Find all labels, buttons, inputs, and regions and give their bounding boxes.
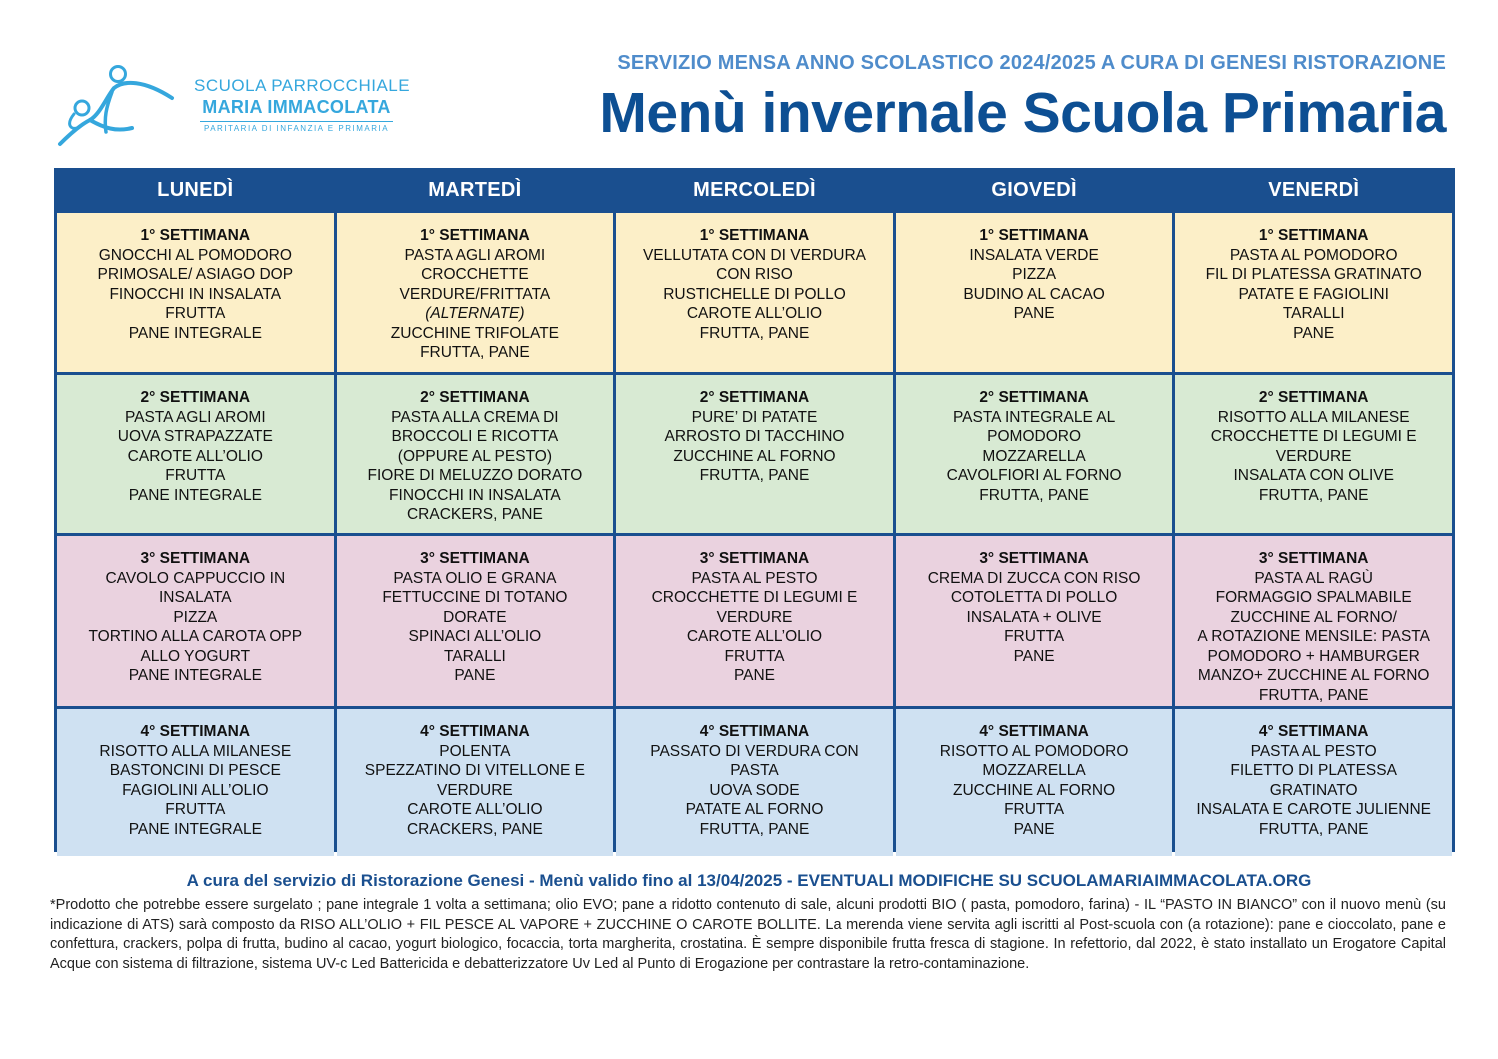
menu-item: FRUTTA, PANE <box>1258 686 1369 704</box>
week-label: 4° SETTIMANA <box>420 723 530 740</box>
week-label: 1° SETTIMANA <box>979 227 1089 244</box>
week-label: 2° SETTIMANA <box>420 389 530 406</box>
menu-item: PANE <box>1013 820 1055 838</box>
menu-item: UOVA STRAPAZZATE <box>117 428 273 445</box>
menu-item: PANE INTEGRALE <box>128 324 262 342</box>
menu-item: PURE’ DI PATATE <box>691 408 818 426</box>
menu-item: PASTA AL PESTO <box>691 569 818 587</box>
menu-item: INSALATA + OLIVE <box>966 608 1102 626</box>
menu-item: VERDURE <box>1275 447 1352 465</box>
menu-cell <box>896 375 1173 533</box>
menu-cell <box>1175 536 1452 706</box>
menu-item: FORMAGGIO SPALMABILE <box>1215 589 1412 606</box>
menu-item: GNOCCHI AL POMODORO <box>98 246 292 264</box>
menu-item: PANE <box>1293 324 1335 342</box>
menu-item: RISOTTO ALLA MILANESE <box>99 742 292 760</box>
menu-item: PANE <box>733 667 776 684</box>
day-header: MERCOLEDÌ <box>616 171 893 210</box>
menu-cell <box>1175 709 1452 856</box>
menu-item: ARROSTO DI TACCHINO <box>664 428 845 445</box>
menu-item: TARALLI <box>444 647 506 665</box>
menu-item: PASTA AL POMODORO <box>1229 246 1398 264</box>
menu-item: A ROTAZIONE MENSILE: PASTA <box>1197 628 1430 645</box>
week-label: 1° SETTIMANA <box>699 227 810 244</box>
menu-item: PANE INTEGRALE <box>128 486 262 504</box>
menu-item: MOZZARELLA <box>982 762 1086 779</box>
menu-cell <box>896 536 1173 706</box>
menu-cell <box>896 213 1173 372</box>
menu-item: PIZZA <box>1012 266 1057 283</box>
menu-item: (OPPURE AL PESTO) <box>397 447 552 465</box>
week-label: 3° SETTIMANA <box>979 550 1089 567</box>
menu-item: BASTONCINI DI PESCE <box>109 762 281 779</box>
menu-item: ZUCCHINE AL FORNO <box>952 781 1116 799</box>
menu-item: CON RISO <box>716 266 793 283</box>
week-label: 4° SETTIMANA <box>699 723 810 740</box>
week-label: 4° SETTIMANA <box>140 723 251 740</box>
menu-cell <box>1175 375 1452 533</box>
menu-item: INSALATA CON OLIVE <box>1233 467 1394 484</box>
menu-item: MOZZARELLA <box>982 447 1086 465</box>
menu-item: FRUTTA <box>1004 801 1065 818</box>
page-subtitle: SERVIZIO MENSA ANNO SCOLASTICO 2024/2025 A CURA DI GENESI RISTORAZIONE <box>617 52 1446 74</box>
menu-item: CAVOLFIORI AL FORNO <box>946 467 1122 484</box>
menu-item: INSALATA VERDE <box>969 246 1099 264</box>
menu-item: FINOCCHI IN INSALATA <box>389 486 561 504</box>
menu-item: ZUCCHINE AL FORNO <box>673 447 836 465</box>
menu-item: RISOTTO AL POMODORO <box>939 742 1129 760</box>
menu-item: FAGIOLINI ALL’OLIO <box>122 781 269 799</box>
menu-item: MANZO+ ZUCCHINE AL FORNO <box>1197 667 1430 684</box>
week-label: 3° SETTIMANA <box>140 550 251 567</box>
menu-cell <box>337 375 614 533</box>
menu-item: FRUTTA <box>165 467 226 484</box>
menu-item: CROCCHETTE DI LEGUMI E <box>651 589 858 606</box>
day-header: LUNEDÌ <box>57 171 334 210</box>
menu-cell <box>616 536 893 706</box>
menu-item: PASTA AGLI AROMI <box>124 408 266 426</box>
menu-item: FRUTTA <box>1004 628 1065 645</box>
week-label: 1° SETTIMANA <box>140 227 251 244</box>
menu-item: VELLUTATA CON DI VERDURA <box>642 246 867 264</box>
day-header: MARTEDÌ <box>337 171 614 210</box>
menu-item: PRIMOSALE/ ASIAGO DOP <box>97 266 294 283</box>
menu-item: PIZZA <box>173 608 218 626</box>
week-label: 3° SETTIMANA <box>1258 550 1369 567</box>
menu-item: SPINACI ALL’OLIO <box>408 628 542 645</box>
menu-item: ZUCCHINE AL FORNO/ <box>1230 608 1397 626</box>
week-label: 2° SETTIMANA <box>140 389 251 406</box>
menu-cell <box>616 213 893 372</box>
school-logo <box>54 58 411 153</box>
menu-item: FIL DI PLATESSA GRATINATO <box>1205 266 1422 283</box>
menu-item: PASTA INTEGRALE AL <box>952 408 1116 426</box>
menu-item: ALLO YOGURT <box>140 647 251 665</box>
footer-validity: A cura del servizio di Ristorazione Genesi - Menù valido fino al 13/04/2025 - EVENTUALI MODIFICHE SU SCUOLAMARIAIMMACOLATA.ORG <box>186 871 1312 890</box>
week-label: 4° SETTIMANA <box>1258 723 1369 740</box>
logo-text <box>194 76 411 133</box>
page-title: Menù invernale Scuola Primaria <box>599 81 1446 145</box>
menu-item: PASTA AGLI AROMI <box>404 246 546 264</box>
menu-item: PANE <box>1013 305 1055 322</box>
menu-item: INSALATA E CAROTE JULIENNE <box>1196 801 1431 818</box>
menu-item: VERDURE <box>716 608 793 626</box>
menu-item: PATATE AL FORNO <box>685 801 824 818</box>
menu-item: SPEZZATINO DI VITELLONE E <box>364 762 585 779</box>
menu-item: PASTA <box>730 762 779 779</box>
menu-item: FRUTTA, PANE <box>699 820 810 838</box>
menu-item: CAVOLO CAPPUCCIO IN <box>105 569 286 587</box>
menu-item: PASTA AL RAGÙ <box>1254 569 1373 587</box>
menu-item: FRUTTA <box>724 647 785 665</box>
menu-item: POMODORO <box>987 428 1082 445</box>
menu-item: GRATINATO <box>1269 781 1358 799</box>
menu-item: FRUTTA <box>165 305 226 322</box>
menu-item: FILETTO DI PLATESSA <box>1230 762 1397 779</box>
menu-cell <box>57 375 334 533</box>
menu-item: FIORE DI MELUZZO DORATO <box>367 467 583 484</box>
menu-item: FINOCCHI IN INSALATA <box>109 285 282 303</box>
menu-item: PANE INTEGRALE <box>128 667 262 684</box>
menu-item: VERDURE <box>436 781 513 799</box>
menu-cell <box>616 375 893 533</box>
menu-item: POLENTA <box>439 742 511 760</box>
menu-item: FRUTTA, PANE <box>979 486 1089 504</box>
menu-cell <box>57 536 334 706</box>
menu-item: FETTUCCINE DI TOTANO <box>382 589 568 606</box>
week-label: 4° SETTIMANA <box>979 723 1089 740</box>
menu-item: TARALLI <box>1282 305 1345 322</box>
menu-cell <box>337 709 614 856</box>
menu-item: COTOLETTA DI POLLO <box>950 589 1118 606</box>
menu-item: PASSATO DI VERDURA CON <box>650 742 859 760</box>
menu-item: DORATE <box>443 608 507 626</box>
week-label: 1° SETTIMANA <box>1258 227 1369 244</box>
menu-item: FRUTTA, PANE <box>1258 486 1369 504</box>
menu-item: CREMA DI ZUCCA CON RISO <box>927 569 1141 587</box>
week-label: 2° SETTIMANA <box>699 389 810 406</box>
menu-item: CROCCHETTE DI LEGUMI E <box>1210 428 1417 445</box>
menu-item: CAROTE ALL’OLIO <box>407 801 543 818</box>
menu-item: CRACKERS, PANE <box>406 506 543 523</box>
menu-item: FRUTTA, PANE <box>699 324 810 342</box>
menu-item: CAROTE ALL’OLIO <box>686 305 823 322</box>
menu-item: PANE <box>454 667 496 684</box>
menu-cell <box>1175 213 1452 372</box>
footer-note: *Prodotto che potrebbe essere surgelato ; pane integrale 1 volta a settimana; olio EVO; pane a ridotto contenuto di sale, alcuni prodotti BIO ( pasta, pomodoro, farina) - IL “PASTO IN BIANCO” con il nuovo menù (su indicazione di ATS) sarà composto da RISO ALL’OLIO + FIL PESCE AL VAPORE + ZUCCHINE O CAROTE BOLLITE. La merenda viene servita agli iscritti al Post-scuola con (a rotazione): pane e cioccolato, pane e confettura, crackers, polpa di frutta, budino al cacao, yogurt biologico, focaccia, torta margherita, crostatina. È sempre disponibile frutta fresca di stagione. In refettorio, dal 2022, è stato installato un Erogatore Capital Acque con sistema di filtrazione, sistema UV-c Led Battericida e debatterizzatore Uv Led al Punto di Erogazione per contrastare la retro-contaminazione. <box>50 897 1446 972</box>
menu-item: CRACKERS, PANE <box>406 820 543 838</box>
menu-item: UOVA SODE <box>709 781 800 799</box>
menu-table <box>54 168 1455 852</box>
menu-item: VERDURE/FRITTATA <box>399 285 551 303</box>
menu-item: ZUCCHINE TRIFOLATE <box>390 324 559 342</box>
day-header: GIOVEDÌ <box>896 171 1173 210</box>
menu-item: POMODORO + HAMBURGER <box>1207 647 1420 665</box>
menu-item: CAROTE ALL’OLIO <box>127 447 263 465</box>
logo-divider <box>200 121 393 122</box>
children-running-icon <box>54 58 184 153</box>
menu-cell <box>896 709 1173 856</box>
menu-item: BUDINO AL CACAO <box>963 285 1105 303</box>
menu-item: FRUTTA, PANE <box>420 344 530 361</box>
menu-cell <box>57 213 334 372</box>
week-label: 3° SETTIMANA <box>699 550 810 567</box>
menu-item: BROCCOLI E RICOTTA <box>391 428 559 445</box>
menu-cell <box>337 536 614 706</box>
menu-item: FRUTTA, PANE <box>699 467 810 484</box>
menu-item: (ALTERNATE) <box>425 305 525 322</box>
menu-item: PASTA OLIO E GRANA <box>393 569 557 587</box>
logo-school-type: SCUOLA PARROCCHIALE <box>194 76 411 95</box>
menu-item: FRUTTA <box>165 801 226 818</box>
menu-item: PATATE E FAGIOLINI <box>1238 285 1389 303</box>
week-label: 2° SETTIMANA <box>979 389 1089 406</box>
menu-cell <box>337 213 614 372</box>
menu-item: FRUTTA, PANE <box>1258 820 1369 838</box>
week-label: 3° SETTIMANA <box>420 550 530 567</box>
menu-item: INSALATA <box>158 589 232 606</box>
menu-item: PASTA ALLA CREMA DI <box>391 408 559 426</box>
logo-school-name: MARIA IMMACOLATA <box>202 97 391 117</box>
menu-item: PANE <box>1013 647 1055 665</box>
day-header: VENERDÌ <box>1175 171 1452 210</box>
menu-item: RISOTTO ALLA MILANESE <box>1217 408 1410 426</box>
week-label: 1° SETTIMANA <box>420 227 530 244</box>
menu-item: RUSTICHELLE DI POLLO <box>663 285 846 303</box>
logo-school-level: PARITARIA DI INFANZIA E PRIMARIA <box>203 124 390 133</box>
menu-item: CROCCHETTE <box>421 266 529 283</box>
menu-item: PANE INTEGRALE <box>128 820 262 838</box>
menu-item: PASTA AL PESTO <box>1250 742 1377 760</box>
menu-item: TORTINO ALLA CAROTA OPP <box>88 628 303 645</box>
menu-item: CAROTE ALL’OLIO <box>686 628 823 645</box>
week-label: 2° SETTIMANA <box>1258 389 1369 406</box>
menu-cell <box>57 709 334 856</box>
menu-cell <box>616 709 893 856</box>
